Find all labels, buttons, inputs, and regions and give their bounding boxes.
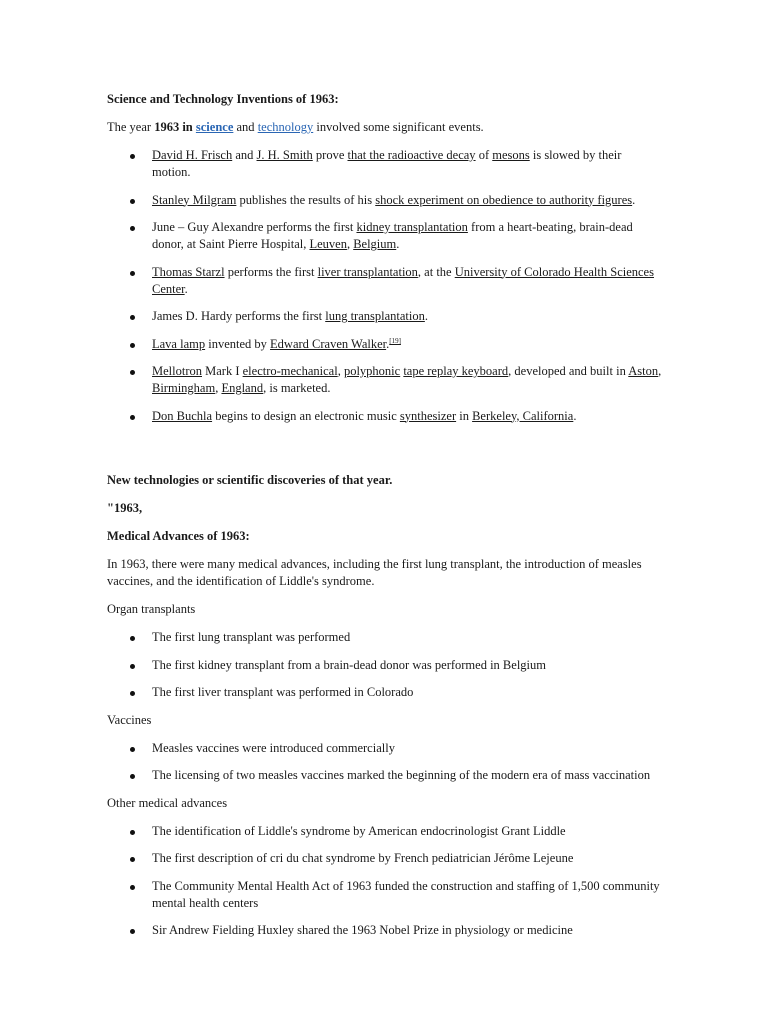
lava-lamp-link[interactable]: Lava lamp — [152, 336, 206, 351]
section-title-inventions: Science and Technology Inventions of 1963: — [107, 92, 339, 106]
starzl-link[interactable]: Thomas Starzl — [152, 264, 225, 279]
milgram-link[interactable]: Stanley Milgram — [152, 192, 237, 207]
group-label-vaccines: Vaccines — [107, 712, 152, 727]
list-item: Measles vaccines were introduced commercially — [107, 740, 662, 757]
intro-paragraph: The year 1963 in science and technology involved some significant events. — [107, 120, 484, 134]
group-label-other-advances: Other medical advances — [107, 795, 228, 810]
liver-transplantation-link[interactable]: liver transplantation — [317, 264, 418, 279]
quote-line: "1963, — [107, 501, 143, 515]
colorado-university-link[interactable]: University of Colorado Health Sciences Center — [152, 264, 654, 296]
list-item: The Community Mental Health Act of 1963 funded the construction and staffing of 1,500 community mental health centers — [107, 878, 662, 912]
document-body — [107, 91, 662, 950]
polyphonic-link[interactable]: polyphonic — [343, 364, 401, 378]
kidney-transplantation-link[interactable]: kidney transplantation — [356, 220, 468, 234]
aston-link[interactable]: Aston — [628, 364, 659, 378]
list-item: The first kidney transplant from a brain-dead donor was performed in Belgium — [107, 657, 662, 674]
science-link[interactable]: science — [195, 120, 234, 134]
inventions-list — [107, 147, 662, 425]
walker-link[interactable]: Edward Craven Walker — [270, 336, 387, 351]
mesons-link[interactable]: mesons — [492, 148, 530, 162]
shock-experiment-link[interactable]: shock experiment on obedience to authority figures — [375, 192, 633, 207]
vaccines-list — [107, 740, 662, 785]
list-item: David H. Frisch and J. H. Smith prove that the radioactive decay of mesons is slowed by their motion. — [107, 147, 662, 181]
birmingham-link[interactable]: Birmingham — [152, 381, 216, 395]
citation-link[interactable]: [19] — [389, 336, 401, 345]
list-item: The first liver transplant was performed in Colorado — [107, 684, 662, 701]
lung-transplantation-link[interactable]: lung transplantation — [325, 309, 425, 323]
list-item: Sir Andrew Fielding Huxley shared the 1963 Nobel Prize in physiology or medicine — [107, 922, 662, 939]
mellotron-link[interactable]: Mellotron — [152, 364, 202, 378]
group-label-organ-transplants: Organ transplants — [107, 602, 196, 616]
other-advances-list — [107, 823, 662, 940]
frisch-link[interactable]: David H. Frisch — [152, 148, 233, 162]
list-item: The first description of cri du chat syndrome by French pediatrician Jérôme Lejeune — [107, 850, 662, 867]
england-link[interactable]: England — [221, 381, 264, 395]
section-title-medical: Medical Advances of 1963: — [107, 529, 250, 543]
section-title-discoveries: New technologies or scientific discoveries of that year. — [107, 473, 393, 487]
list-item: The identification of Liddle's syndrome by American endocrinologist Grant Liddle — [107, 823, 662, 840]
smith-link[interactable]: J. H. Smith — [256, 148, 313, 162]
list-item: The licensing of two measles vaccines marked the beginning of the modern era of mass vaccination — [107, 767, 662, 784]
electro-mechanical-link[interactable]: electro-mechanical — [242, 364, 338, 378]
belgium-link[interactable]: Belgium — [353, 237, 397, 251]
list-item: Don Buchla begins to design an electronic music synthesizer in Berkeley, California. — [107, 408, 662, 425]
tape-replay-keyboard-link[interactable]: tape replay keyboard — [403, 364, 509, 378]
list-item: Thomas Starzl performs the first liver transplantation, at the University of Colorado Health Sciences Center. — [107, 264, 662, 298]
radioactive-decay-link[interactable]: that the radioactive decay — [347, 148, 476, 162]
organ-transplants-list — [107, 629, 662, 701]
list-item: Stanley Milgram publishes the results of his shock experiment on obedience to authority figures. — [107, 192, 662, 209]
list-item: The first lung transplant was performed — [107, 629, 662, 646]
berkeley-link[interactable]: Berkeley, California — [472, 408, 574, 423]
leuven-link[interactable]: Leuven — [309, 237, 347, 251]
buchla-link[interactable]: Don Buchla — [152, 408, 213, 423]
list-item: Mellotron Mark I electro-mechanical, polyphonic tape replay keyboard, developed and built in Aston, Birmingham, England, is marketed. — [107, 363, 662, 397]
list-item: Lava lamp invented by Edward Craven Walker.[19] — [107, 336, 662, 353]
synthesizer-link[interactable]: synthesizer — [399, 408, 457, 423]
list-item: James D. Hardy performs the first lung transplantation. — [107, 308, 662, 325]
technology-link[interactable]: technology — [257, 120, 314, 134]
list-item: June – Guy Alexandre performs the first kidney transplantation from a heart-beating, brain-dead donor, at Saint Pierre Hospital, Leuven, Belgium. — [107, 219, 662, 253]
medical-summary: In 1963, there were many medical advances, including the first lung transplant, the introduction of measles vaccines, and the identification of Liddle's syndrome. — [107, 557, 642, 588]
